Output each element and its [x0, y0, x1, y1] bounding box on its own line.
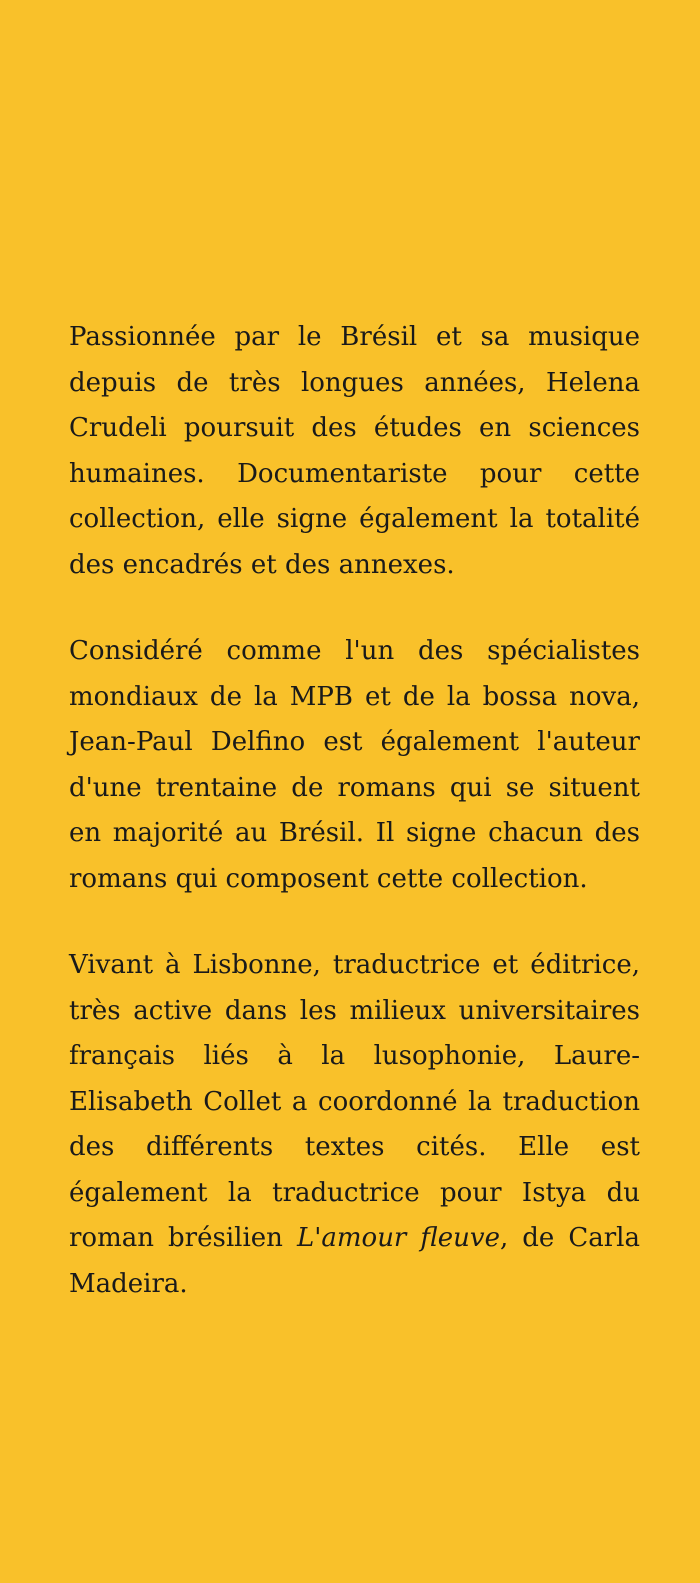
book-title: L'amour fleuve — [296, 1223, 500, 1253]
bio-laure-elisabeth-collet — [69, 943, 640, 1307]
bio-jean-paul-delfino: Considéré comme l'un des spécialistes mondiaux de la MPB et de la bossa nova, Jean-Paul Delfino est également l'auteur d'une trentaine de romans qui se situent en majorité au Brésil. Il signe chacun des romans qui composent cette collection. — [69, 636, 640, 894]
bio-text: Vivant à Lisbonne, traductrice et éditrice, très active dans les milieux universitaires français liés à la lusophonie, Laure-Elisabeth Collet a coordonné la traduction des différents textes cités. Elle est également la traductrice pour Istya du roman brésilien — [69, 950, 640, 1253]
bio-tail: , de Carla Madeira. — [69, 1223, 640, 1299]
bio-helena-crudeli: Passionnée par le Brésil et sa musique depuis de très longues années, Helena Crudeli poursuit des études en sciences humaines. Documentariste pour cette collection, elle signe également la totalité des encadrés et des annexes. — [69, 322, 640, 580]
